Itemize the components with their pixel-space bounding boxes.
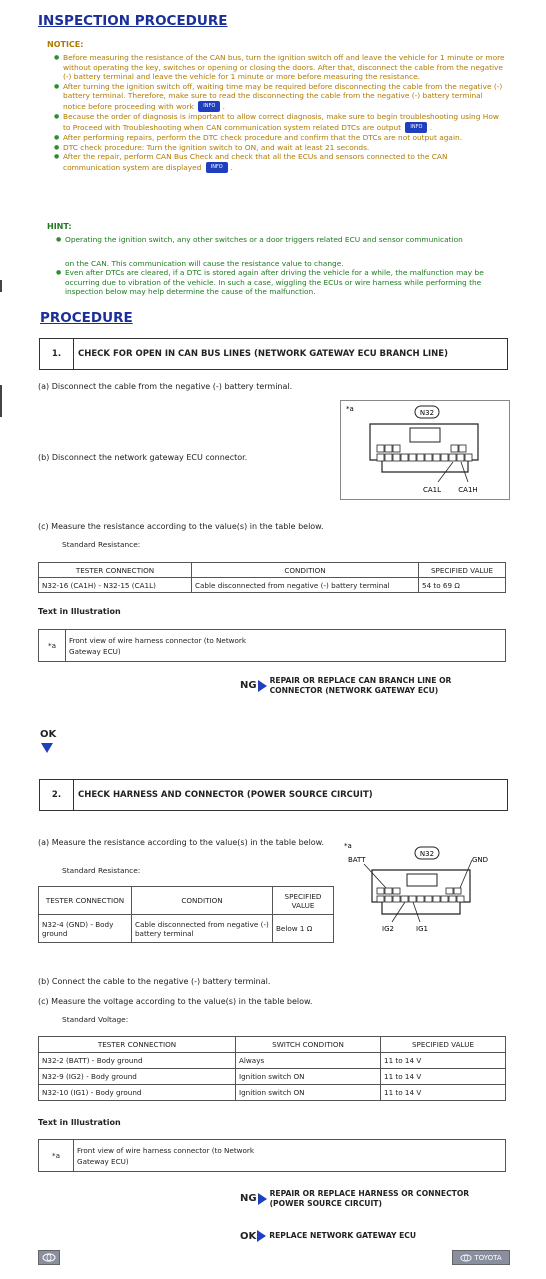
table-row bbox=[39, 915, 334, 943]
table-cell: 11 to 14 V bbox=[381, 1053, 506, 1069]
brand-name: TOYOTA bbox=[474, 1253, 502, 1262]
table-cell: N32-9 (IG2) - Body ground bbox=[39, 1069, 236, 1085]
table-row bbox=[39, 1069, 506, 1085]
hint-continuation: on the CAN. This communication will cause the resistance value to change. bbox=[65, 259, 344, 268]
arrow-down-icon bbox=[41, 743, 53, 753]
notice-item: ● Before measuring the resistance of the CAN bus, turn the ignition switch off and leave the vehicle for 1 minute or more without operating the key, switches or opening or closing the doors. After that, disconnect the cable from the negative (-) battery terminal and leave the vehicle for 1 minute or more before measuring the resistance. bbox=[54, 53, 506, 82]
pin-label-ig1: IG1 bbox=[416, 925, 428, 933]
ok-label: OK bbox=[240, 1230, 257, 1242]
standard-resistance-label: Standard Resistance: bbox=[62, 866, 141, 875]
margin-marker bbox=[0, 280, 2, 292]
legend-text: Front view of wire harness connector (to Network Gateway ECU) bbox=[74, 1140, 506, 1172]
step-number: 1. bbox=[40, 339, 74, 369]
notice-list bbox=[54, 53, 506, 173]
step2-instruction-b: (b) Connect the cable to the negative (-) battery terminal. bbox=[38, 977, 271, 986]
table-cell: 11 to 14 V bbox=[381, 1085, 506, 1101]
step-title: CHECK HARNESS AND CONNECTOR (POWER SOURCE CIRCUIT) bbox=[78, 790, 373, 800]
step2-voltage-table bbox=[38, 1036, 506, 1101]
legend-key: *a bbox=[39, 1140, 74, 1172]
table-row bbox=[39, 1085, 506, 1101]
inspection-title: INSPECTION PROCEDURE bbox=[38, 13, 228, 29]
table-cell: Below 1 Ω bbox=[273, 915, 334, 943]
illustration-legend-table bbox=[38, 1139, 506, 1172]
notice-item: ● After the repair, perform CAN Bus Check and check that all the ECUs and sensors connected to the CAN communication system are displayed INFO . bbox=[54, 152, 506, 173]
step-number: 2. bbox=[40, 780, 74, 810]
table-header: SPECIFIED VALUE bbox=[273, 887, 334, 915]
hint-item: ● Operating the ignition switch, any other switches or a door triggers related ECU and sensor communication bbox=[56, 235, 508, 245]
hint-title: HINT: bbox=[47, 222, 72, 231]
notice-item: ● Because the order of diagnosis is important to allow correct diagnosis, make sure to begin troubleshooting using How to Proceed with Troubleshooting when CAN communication system related DTCs are output INFO . bbox=[54, 112, 506, 133]
table-header: SPECIFIED VALUE bbox=[419, 563, 506, 578]
margin-marker bbox=[0, 385, 2, 417]
table-cell: 11 to 14 V bbox=[381, 1069, 506, 1085]
table-header: CONDITION bbox=[132, 887, 273, 915]
connector-diagram-n32-power bbox=[342, 838, 502, 938]
step1-resistance-table bbox=[38, 562, 506, 593]
connector-label: N32 bbox=[419, 850, 435, 858]
table-header: TESTER CONNECTION bbox=[39, 887, 132, 915]
hint-item: ● Even after DTCs are cleared, if a DTC is stored again after driving the vehicle for a while, the malfunction may be occurring due to vibration of the vehicle. In such a case, wiggling the ECUs or wire harness while performing the inspection below may help determine the cause of the malfunction. bbox=[56, 268, 508, 297]
info-button[interactable]: INFO bbox=[405, 122, 427, 134]
arrow-right-icon bbox=[257, 1230, 266, 1242]
step2-ok-result[interactable] bbox=[240, 1230, 416, 1242]
legend-key: *a bbox=[39, 630, 66, 662]
procedure-title: PROCEDURE bbox=[40, 310, 133, 326]
ng-label: NG bbox=[240, 680, 257, 691]
notice-item: ● After turning the ignition switch off, waiting time may be required before disconnecting the cable from the negative (-) battery terminal. Therefore, make sure to read the disconnecting the cable from the negative (-) battery terminal notice before proceeding with work INFO . bbox=[54, 82, 506, 113]
step1-ok-label: OK bbox=[40, 729, 57, 740]
step1-ng-result[interactable] bbox=[240, 676, 480, 695]
notice-title: NOTICE: bbox=[47, 40, 84, 49]
table-row bbox=[39, 578, 506, 593]
step2-ng-result[interactable] bbox=[240, 1189, 490, 1208]
pin-label-gnd: GND bbox=[472, 856, 489, 864]
notice-item: ● After performing repairs, perform the DTC check procedure and confirm that the DTCs are not output again. bbox=[54, 133, 506, 143]
arrow-right-icon bbox=[258, 1193, 267, 1205]
hint-list-2 bbox=[56, 268, 508, 297]
ok-action[interactable]: REPLACE NETWORK GATEWAY ECU bbox=[269, 1231, 417, 1241]
table-cell: Cable disconnected from negative (-) battery terminal bbox=[132, 915, 273, 943]
info-button[interactable]: INFO bbox=[206, 162, 228, 174]
step2-instruction-a: (a) Measure the resistance according to the value(s) in the table below. bbox=[38, 838, 325, 847]
step-title: CHECK FOR OPEN IN CAN BUS LINES (NETWORK GATEWAY ECU BRANCH LINE) bbox=[78, 349, 448, 359]
table-cell: Always bbox=[236, 1053, 381, 1069]
table-cell: Ignition switch ON bbox=[236, 1069, 381, 1085]
step2-instruction-c: (c) Measure the voltage according to the value(s) in the table below. bbox=[38, 997, 313, 1006]
connector-label: N32 bbox=[419, 409, 435, 417]
table-header: CONDITION bbox=[192, 563, 419, 578]
table-cell: Ignition switch ON bbox=[236, 1085, 381, 1101]
step-1-header bbox=[39, 338, 508, 370]
step1-instruction-c: (c) Measure the resistance according to the value(s) in the table below. bbox=[38, 522, 324, 531]
pin-label-ca1h: CA1H bbox=[458, 486, 478, 494]
text-in-illustration-title: Text in Illustration bbox=[38, 1118, 121, 1127]
step1-instruction-a: (a) Disconnect the cable from the negative (-) battery terminal. bbox=[38, 382, 293, 391]
connector-diagram-n32 bbox=[340, 400, 510, 500]
table-cell: N32-4 (GND) - Body ground bbox=[39, 915, 132, 943]
table-header: SWITCH CONDITION bbox=[236, 1037, 381, 1053]
text-in-illustration-title: Text in Illustration bbox=[38, 607, 121, 616]
step1-instruction-b: (b) Disconnect the network gateway ECU connector. bbox=[38, 453, 248, 462]
table-cell: 54 to 69 Ω bbox=[419, 578, 506, 593]
table-cell: N32-2 (BATT) - Body ground bbox=[39, 1053, 236, 1069]
standard-voltage-label: Standard Voltage: bbox=[62, 1015, 129, 1024]
arrow-right-icon bbox=[258, 680, 267, 692]
toyota-logo-icon-left bbox=[38, 1250, 60, 1265]
pin-label-ig2: IG2 bbox=[382, 925, 394, 933]
table-cell: Cable disconnected from negative (-) battery terminal bbox=[192, 578, 419, 593]
table-header: SPECIFIED VALUE bbox=[381, 1037, 506, 1053]
legend-text: Front view of wire harness connector (to Network Gateway ECU) bbox=[66, 630, 506, 662]
toyota-brand-badge bbox=[452, 1250, 510, 1265]
table-cell: N32-16 (CA1H) - N32-15 (CA1L) bbox=[39, 578, 192, 593]
ng-action[interactable]: REPAIR OR REPLACE HARNESS OR CONNECTOR (POWER SOURCE CIRCUIT) bbox=[269, 1189, 470, 1208]
diagram-star-a: *a bbox=[344, 842, 352, 850]
table-row bbox=[39, 1053, 506, 1069]
info-button[interactable]: INFO bbox=[198, 101, 220, 113]
illustration-legend-table bbox=[38, 629, 506, 662]
pin-label-batt: BATT bbox=[348, 856, 366, 864]
pin-label-ca1l: CA1L bbox=[422, 486, 442, 494]
step2-resistance-table bbox=[38, 886, 334, 943]
ng-action[interactable]: REPAIR OR REPLACE CAN BRANCH LINE OR CONNECTOR (NETWORK GATEWAY ECU) bbox=[269, 676, 452, 695]
notice-item: ● DTC check procedure: Turn the ignition switch to ON, and wait at least 21 seconds. bbox=[54, 143, 506, 153]
table-header: TESTER CONNECTION bbox=[39, 1037, 236, 1053]
step-2-header bbox=[39, 779, 508, 811]
ng-label: NG bbox=[240, 1193, 257, 1204]
table-header: TESTER CONNECTION bbox=[39, 563, 192, 578]
standard-resistance-label: Standard Resistance: bbox=[62, 540, 141, 549]
hint-list bbox=[56, 235, 508, 245]
diagram-star-a: *a bbox=[346, 405, 354, 413]
table-cell: N32-10 (IG1) - Body ground bbox=[39, 1085, 236, 1101]
